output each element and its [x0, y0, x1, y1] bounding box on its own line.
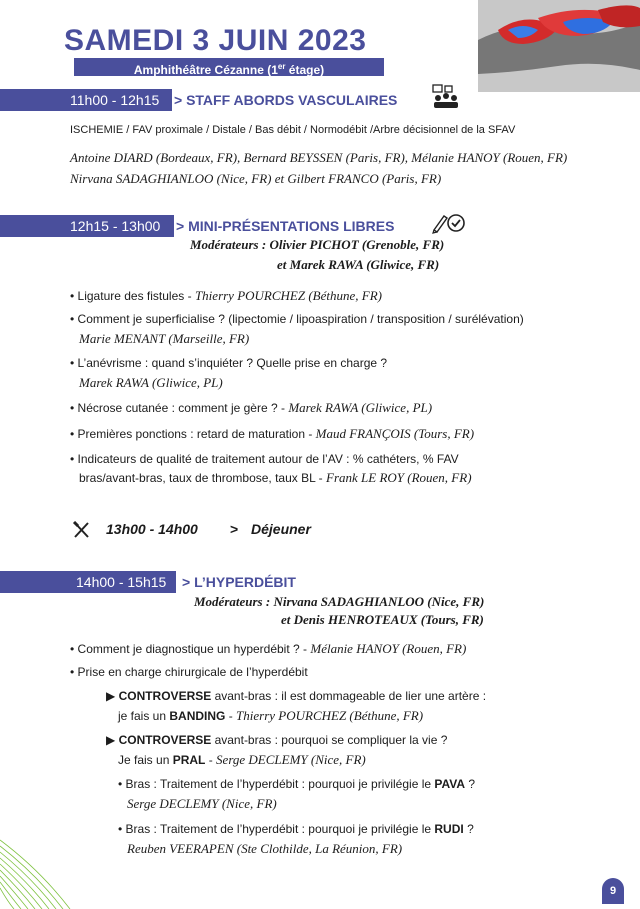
session2-item-cont — [79, 470, 472, 486]
session1-speakers-line2: Nirvana SADAGHIANLOO (Nice, FR) et Gilbert FRANCO (Paris, FR) — [70, 171, 442, 186]
lunch-label: Déjeuner — [251, 521, 311, 537]
pen-check-icon — [432, 212, 466, 234]
item-text: Indicateurs de qualité de traitement autour de l’AV : % cathéters, % FAV — [77, 452, 459, 466]
controverse-label: CONTROVERSE — [118, 689, 212, 703]
item-text: Bras : Traitement de l’hyperdébit : pourquoi je privilégie le — [125, 777, 435, 791]
meeting-icon — [432, 84, 460, 110]
bras-item-1: • Bras : Traitement de l’hyperdébit : pourquoi je privilégie le PAVA ? — [118, 777, 476, 791]
session2-item: • Nécrose cutanée : comment je gère ? - Marek RAWA (Gliwice, PL) — [70, 400, 433, 415]
session3-time: 14h00 - 15h15 — [76, 574, 167, 590]
session3-time-bar — [0, 571, 176, 593]
cutlery-icon — [72, 521, 92, 539]
item-text: Ligature des fistules - — [77, 289, 195, 303]
session3-item: • Comment je diagnostique un hyperdébit ? - Mélanie HANOY (Rouen, FR) — [70, 641, 467, 656]
session1-time-bar — [0, 89, 172, 111]
controverse-text: je fais un — [118, 709, 170, 723]
session1-speakers-line1: Antoine DIARD (Bordeaux, FR), Bernard BEYSSEN (Paris, FR), Mélanie HANOY (Rouen, FR) — [70, 150, 568, 165]
session2-item: • Ligature des fistules - Thierry POURCHEZ (Béthune, FR) — [70, 288, 382, 303]
bras-item-2: • Bras : Traitement de l’hyperdébit : pourquoi je privilégie le RUDI ? — [118, 822, 474, 836]
decorative-lines — [0, 820, 80, 909]
ultrasound-image — [478, 0, 640, 92]
session2-time: 12h15 - 13h00 — [70, 218, 161, 234]
location-banner — [74, 58, 384, 76]
session1-topics: ISCHEMIE / FAV proximale / Distale / Bas débit / Normodébit /Arbre décisionnel de la SFAV — [70, 124, 516, 136]
item-speaker: Reuben VEERAPEN (Ste Clothilde, La Réunion, FR) — [127, 841, 403, 856]
page-number: 9 — [602, 878, 624, 904]
session2-time-bar — [0, 215, 174, 237]
session2-title — [176, 215, 394, 237]
session2-moderators-line2: et Marek RAWA (Gliwice, FR) — [277, 257, 440, 272]
item-speaker: Thierry POURCHEZ (Béthune, FR) — [236, 708, 424, 723]
item-text: Prise en charge chirurgicale de l’hyperdébit — [77, 665, 308, 679]
item-speaker: Serge DECLEMY (Nice, FR) — [216, 752, 366, 767]
session2-item: • Indicateurs de qualité de traitement autour de l’AV : % cathéters, % FAV — [70, 452, 459, 466]
controverse-text: avant-bras : il est dommageable de lier une artère : — [211, 689, 487, 703]
session2-item: • L’anévrisme : quand s’inquiéter ? Quelle prise en charge ? — [70, 356, 388, 370]
page-title: SAMEDI 3 JUIN 2023 — [64, 24, 367, 57]
item-text: Bras : Traitement de l’hyperdébit : pourquoi je privilégie le — [125, 822, 435, 836]
item-text: Comment je diagnostique un hyperdébit ? - — [77, 642, 311, 656]
controverse-technique: BANDING — [169, 709, 226, 723]
session3-title-text: L’HYPERDÉBIT — [194, 574, 296, 590]
item-end: ? — [463, 822, 474, 836]
location-text: Amphithéâtre Cézanne (1 — [133, 63, 278, 77]
session2-title-text: MINI-PRÉSENTATIONS LIBRES — [188, 218, 395, 234]
controverse-text: avant-bras : pourquoi se compliquer la vie ? — [211, 733, 448, 747]
item-speaker: Mélanie HANOY (Rouen, FR) — [310, 641, 467, 656]
item-text: Comment je superficialise ? (lipectomie / lipoaspiration / transposition / surélévation) — [77, 312, 524, 326]
item-end: ? — [465, 777, 476, 791]
item-speaker: Marek RAWA (Gliwice, PL) — [79, 375, 223, 390]
session3-item: • Prise en charge chirurgicale de l’hyperdébit — [70, 665, 308, 679]
session3-moderators-line1: Modérateurs : Nirvana SADAGHIANLOO (Nice, FR) — [194, 594, 485, 609]
item-speaker: Serge DECLEMY (Nice, FR) — [127, 796, 277, 811]
session3-arrow: > — [182, 574, 191, 590]
controverse-technique: PRAL — [172, 753, 206, 767]
session2-arrow: > — [176, 218, 185, 234]
location-sup: er — [277, 62, 286, 71]
session2-moderators-line1: Modérateurs : Olivier PICHOT (Grenoble, FR) — [190, 237, 445, 252]
session2-item: • Comment je superficialise ? (lipectomie / lipoaspiration / transposition / surélévation) — [70, 312, 524, 326]
lunch-time: 13h00 - 14h00 — [106, 521, 198, 537]
session3-moderators-line2: et Denis HENROTEAUX (Tours, FR) — [281, 612, 484, 627]
controverse-2: ▶ CONTROVERSE avant-bras : pourquoi se compliquer la vie ? — [106, 733, 448, 747]
item-text: bras/avant-bras, taux de thrombose, taux BL - — [79, 471, 327, 485]
item-text: L’anévrisme : quand s’inquiéter ? Quelle prise en charge ? — [77, 356, 388, 370]
item-text: Nécrose cutanée : comment je gère ? - — [77, 401, 289, 415]
session1-time: 11h00 - 12h15 — [70, 92, 160, 108]
lunch-arrow: > — [230, 521, 239, 537]
item-speaker: Frank LE ROY (Rouen, FR) — [326, 470, 472, 485]
item-text: Premières ponctions : retard de maturation - — [77, 427, 316, 441]
controverse-sep: - — [225, 709, 237, 723]
session1-arrow: > — [174, 92, 183, 108]
controverse-label: CONTROVERSE — [118, 733, 212, 747]
technique: PAVA — [434, 777, 466, 791]
item-speaker: Thierry POURCHEZ (Béthune, FR) — [194, 288, 382, 303]
controverse-text: Je fais un — [118, 753, 173, 767]
item-speaker: Marie MENANT (Marseille, FR) — [79, 331, 250, 346]
item-speaker: Marek RAWA (Gliwice, PL) — [288, 400, 433, 415]
controverse-2-cont — [118, 752, 366, 768]
item-speaker: Maud FRANÇOIS (Tours, FR) — [315, 426, 475, 441]
session1-title — [174, 89, 397, 111]
controverse-1-cont — [118, 708, 423, 724]
controverse-1: ▶ CONTROVERSE avant-bras : il est dommageable de lier une artère : — [106, 689, 487, 703]
session3-title — [182, 571, 296, 593]
technique: RUDI — [434, 822, 464, 836]
session2-item: • Premières ponctions : retard de maturation - Maud FRANÇOIS (Tours, FR) — [70, 426, 475, 441]
session1-title-text: STAFF ABORDS VASCULAIRES — [186, 92, 398, 108]
location-end: étage) — [285, 63, 325, 77]
controverse-sep: - — [205, 753, 217, 767]
